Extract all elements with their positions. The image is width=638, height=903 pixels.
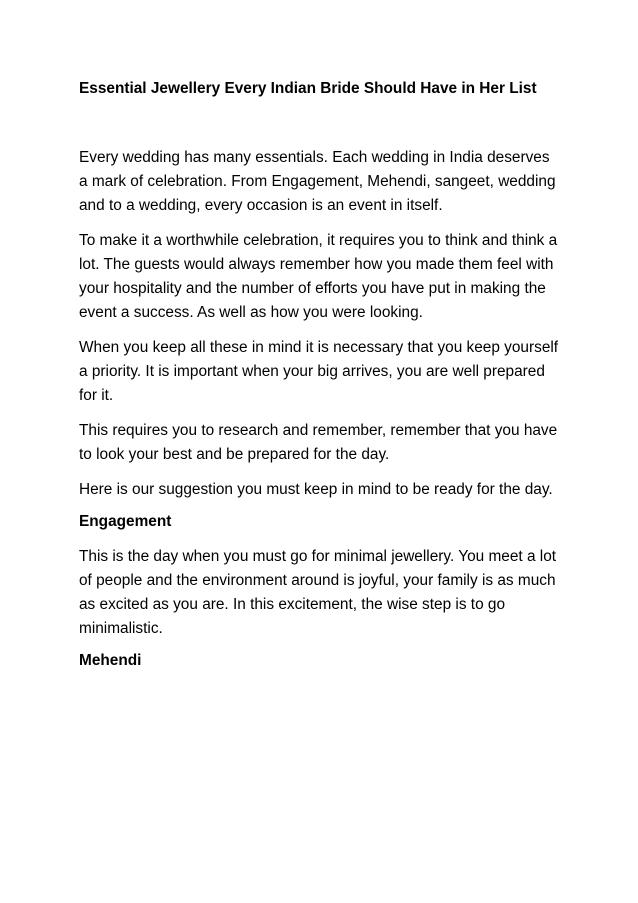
section-body-engagement: This is the day when you must go for minimal jewellery. You meet a lot of people and the environment around is joyful, your family is as much as excited as you are. In this excitement, the wise step is to go minimalistic. — [79, 548, 557, 637]
intro-paragraph: Every wedding has many essentials. Each wedding in India deserves a mark of celebration. From Engagement, Mehendi, sangeet, wedding and to a wedding, every occasion is an event in itself. — [79, 149, 556, 214]
section-heading-engagement: Engagement — [79, 513, 172, 530]
paragraph-priority: When you keep all these in mind it is necessary that you keep yourself a priority. It is important when your big arrives, you are well prepared for it. — [79, 339, 559, 404]
paragraph-celebration: To make it a worthwhile celebration, it requires you to think and think a lot. The guests would always remember how you made them feel with your hospitality and the number of efforts you have put in making the event a success. As well as how you were looking. — [79, 232, 558, 321]
paragraph-research: This requires you to research and remember, remember that you have to look your best and be prepared for the day. — [79, 422, 558, 463]
paragraph-suggestion: Here is our suggestion you must keep in mind to be ready for the day. — [79, 481, 553, 498]
section-heading-mehendi: Mehendi — [79, 652, 142, 669]
document-title: Essential Jewellery Every Indian Bride Should Have in Her List — [79, 80, 537, 97]
document-content — [79, 77, 561, 673]
